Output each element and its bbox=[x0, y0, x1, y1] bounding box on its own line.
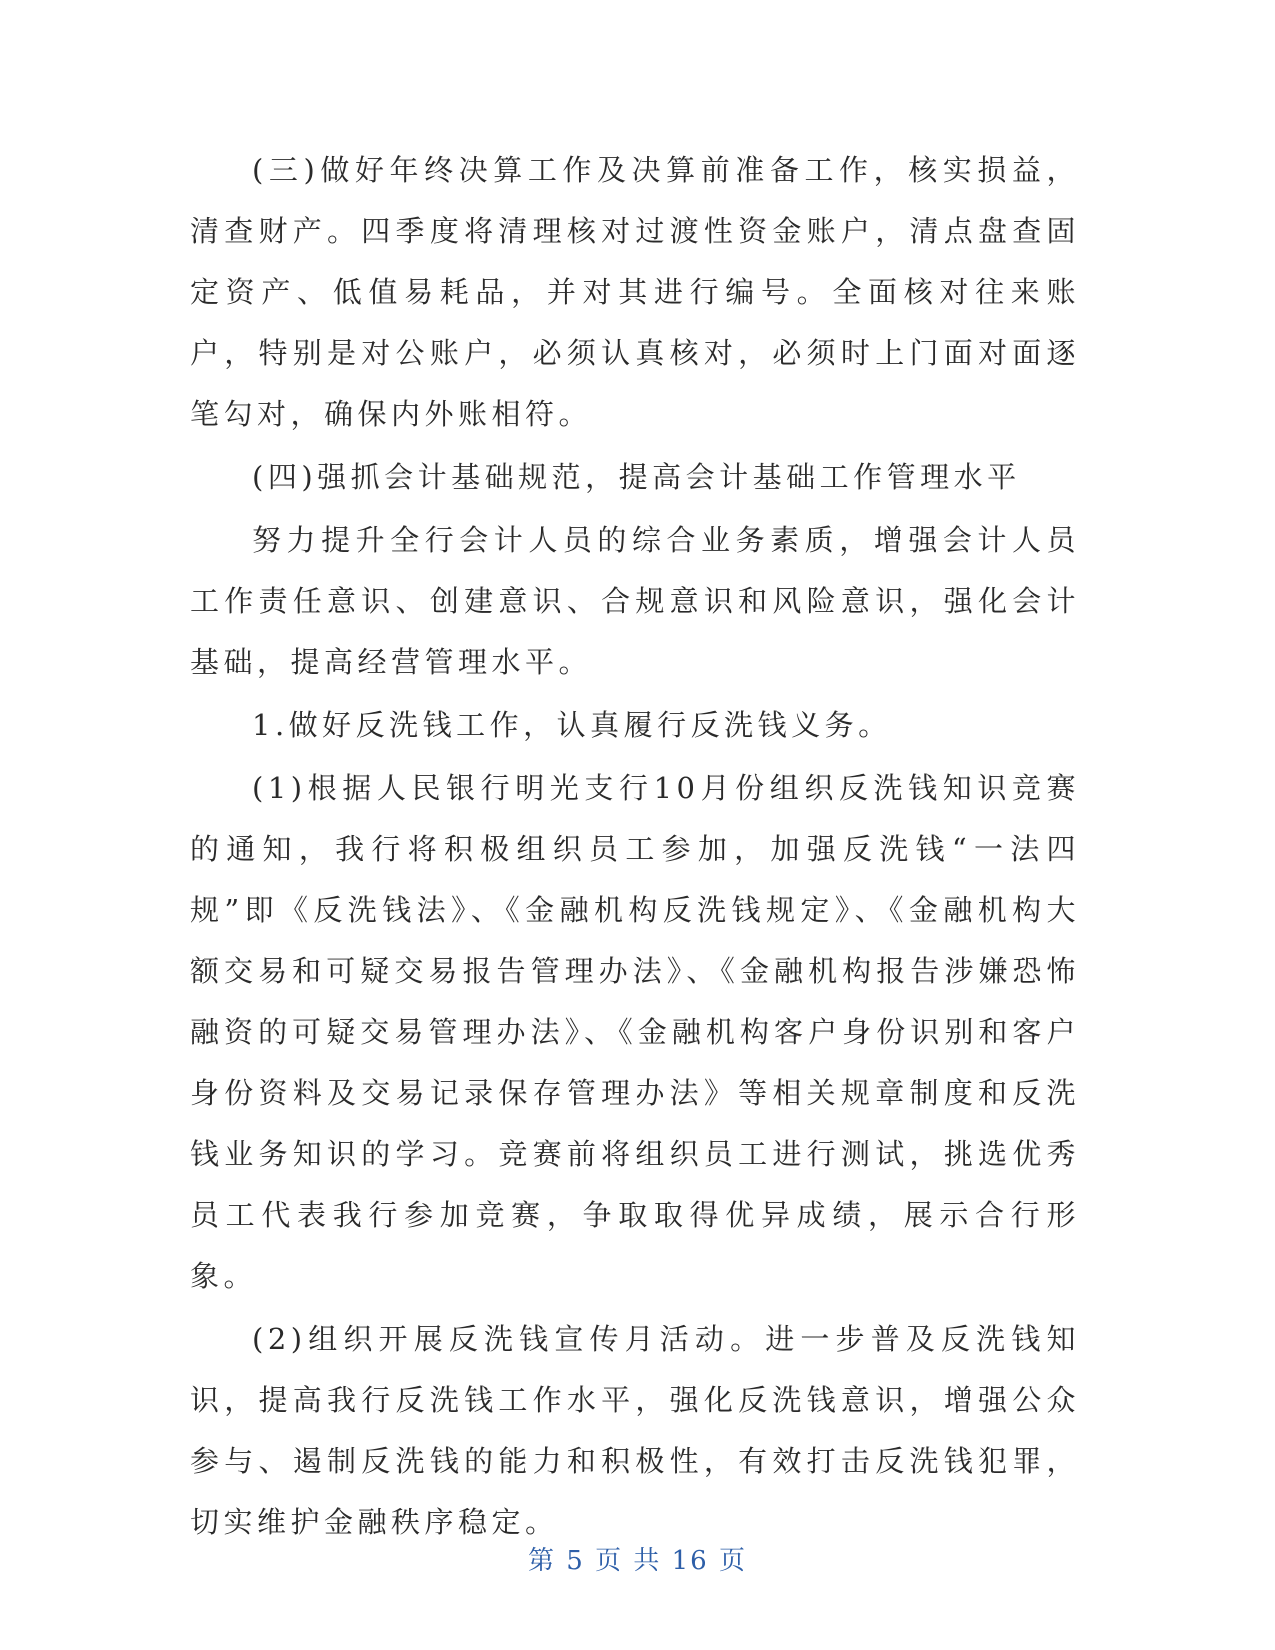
footer-current-page: 5 bbox=[566, 1546, 585, 1576]
footer-page-word: 页 bbox=[595, 1546, 624, 1576]
footer-suffix: 页 bbox=[719, 1546, 748, 1576]
document-body bbox=[190, 140, 1080, 1555]
footer-total-word: 共 bbox=[633, 1546, 662, 1576]
page-footer bbox=[0, 1540, 1275, 1577]
paragraph-heading-accounting-basics: (四)强抓会计基础规范，提高会计基础工作管理水平 bbox=[252, 460, 1021, 494]
paragraph-knowledge-contest: (1)根据人民银行明光支行10月份组织反洗钱知识竞赛的通知，我行将积极组织员工参加，加强反洗钱“一法四规”即《反洗钱法》、《金融机构反洗钱规定》、《金融机构大额交易和可疑交易报告管理办法》、《金融机构报告涉嫌恐怖融资的可疑交易管理办法》、《金融机构客户身份识别和客户身份资料及交易记录保存管理办法》等相关规章制度和反洗钱业务知识的学习。竞赛前将组织员工进行测试，挑选优秀员工代表我行参加竞赛，争取取得优异成绩，展示合行形象。 bbox=[190, 771, 1080, 1293]
paragraph-staff-quality: 努力提升全行会计人员的综合业务素质，增强会计人员工作责任意识、创建意识、合规意识和风险意识，强化会计基础，提高经营管理水平。 bbox=[190, 523, 1080, 679]
paragraph-year-end-settlement: (三)做好年终决算工作及决算前准备工作，核实损益，清查财产。四季度将清理核对过渡性资金账户，清点盘查固定资产、低值易耗品，并对其进行编号。全面核对往来账户，特别是对公账户，必须认真核对，必须时上门面对面逐笔勾对，确保内外账相符。 bbox=[190, 153, 1080, 431]
paragraph-anti-money-laundering: 1.做好反洗钱工作，认真履行反洗钱义务。 bbox=[252, 708, 892, 742]
paragraph-publicity-month: (2)组织开展反洗钱宣传月活动。进一步普及反洗钱知识，提高我行反洗钱工作水平，强化反洗钱意识，增强公众参与、遏制反洗钱的能力和积极性，有效打击反洗钱犯罪，切实维护金融秩序稳定。 bbox=[190, 1322, 1080, 1539]
footer-total-pages: 16 bbox=[671, 1546, 709, 1576]
footer-prefix: 第 bbox=[527, 1546, 556, 1576]
